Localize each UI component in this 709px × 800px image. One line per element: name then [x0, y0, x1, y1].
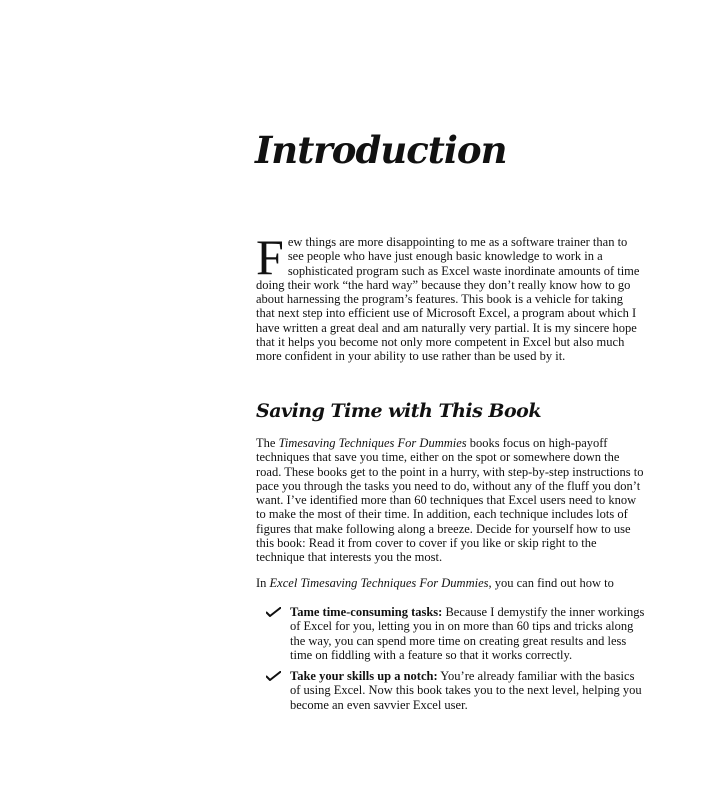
book-series-title: Timesaving Techniques For Dummies — [278, 436, 467, 450]
section-paragraph-1 — [256, 436, 644, 565]
check-icon — [266, 671, 281, 681]
bullet-text: Because I demystify the inner workings of Excel for you, letting you in on more than 60 tips and tricks along the way, you can spend more time on creating great results and less time on fiddling with a feature so that it works correctly. — [290, 605, 645, 662]
bullet-item — [266, 669, 646, 712]
page-title: Introduction — [255, 128, 507, 172]
book-title: Excel Timesaving Techniques For Dummies, — [269, 576, 492, 590]
section-paragraph-2 — [256, 576, 644, 590]
intro-paragraph — [256, 229, 644, 364]
p2-text-after: you can find out how to — [491, 576, 614, 590]
drop-cap: F — [256, 229, 284, 285]
p2-text-before: In — [256, 576, 270, 590]
p1-text-after: books focus on high-payoff techniques that save you time, either on the spot or somewhere down the road. These books get to the point in a hurry, with step-by-step instructions to pace you through the tasks you need to do, without any of the fluff you don’t want. I’ve identified more than 60 techniques that Excel users need to know to make the most of their time. In addition, each technique includes lots of figures that make following along a breeze. Decide for yourself how to use this book: Read it from cover to cover if you like or skip right to the technique that interests you the most. — [256, 436, 644, 565]
p1-text-before: The — [256, 436, 279, 450]
bullet-text: You’re already familiar with the basics of using Excel. Now this book takes you to the next level, helping you become an even savvier Excel user. — [290, 669, 642, 712]
bullet-lead: Tame time-consuming tasks: — [290, 605, 443, 619]
bullet-item — [266, 605, 646, 662]
check-icon — [266, 607, 281, 617]
bullet-lead: Take your skills up a notch: — [290, 669, 438, 684]
bullet-list — [266, 605, 646, 719]
section-heading: Saving Time with This Book — [256, 400, 541, 422]
intro-text: ew things are more disappointing to me as a software trainer than to see people who have just enough basic knowledge to work in a sophisticated program such as Excel waste inordinate amounts of time doing their work “the hard way” because they don’t really know how to go about harnessing the program’s features. This book is a vehicle for taking that next step into efficient use of Microsoft Excel, a program about which I have written a great deal and am naturally very partial. It is my sincere hope that it helps you become not only more competent in Excel but also much more confident in your ability to use rather than be used by it. — [256, 235, 640, 364]
